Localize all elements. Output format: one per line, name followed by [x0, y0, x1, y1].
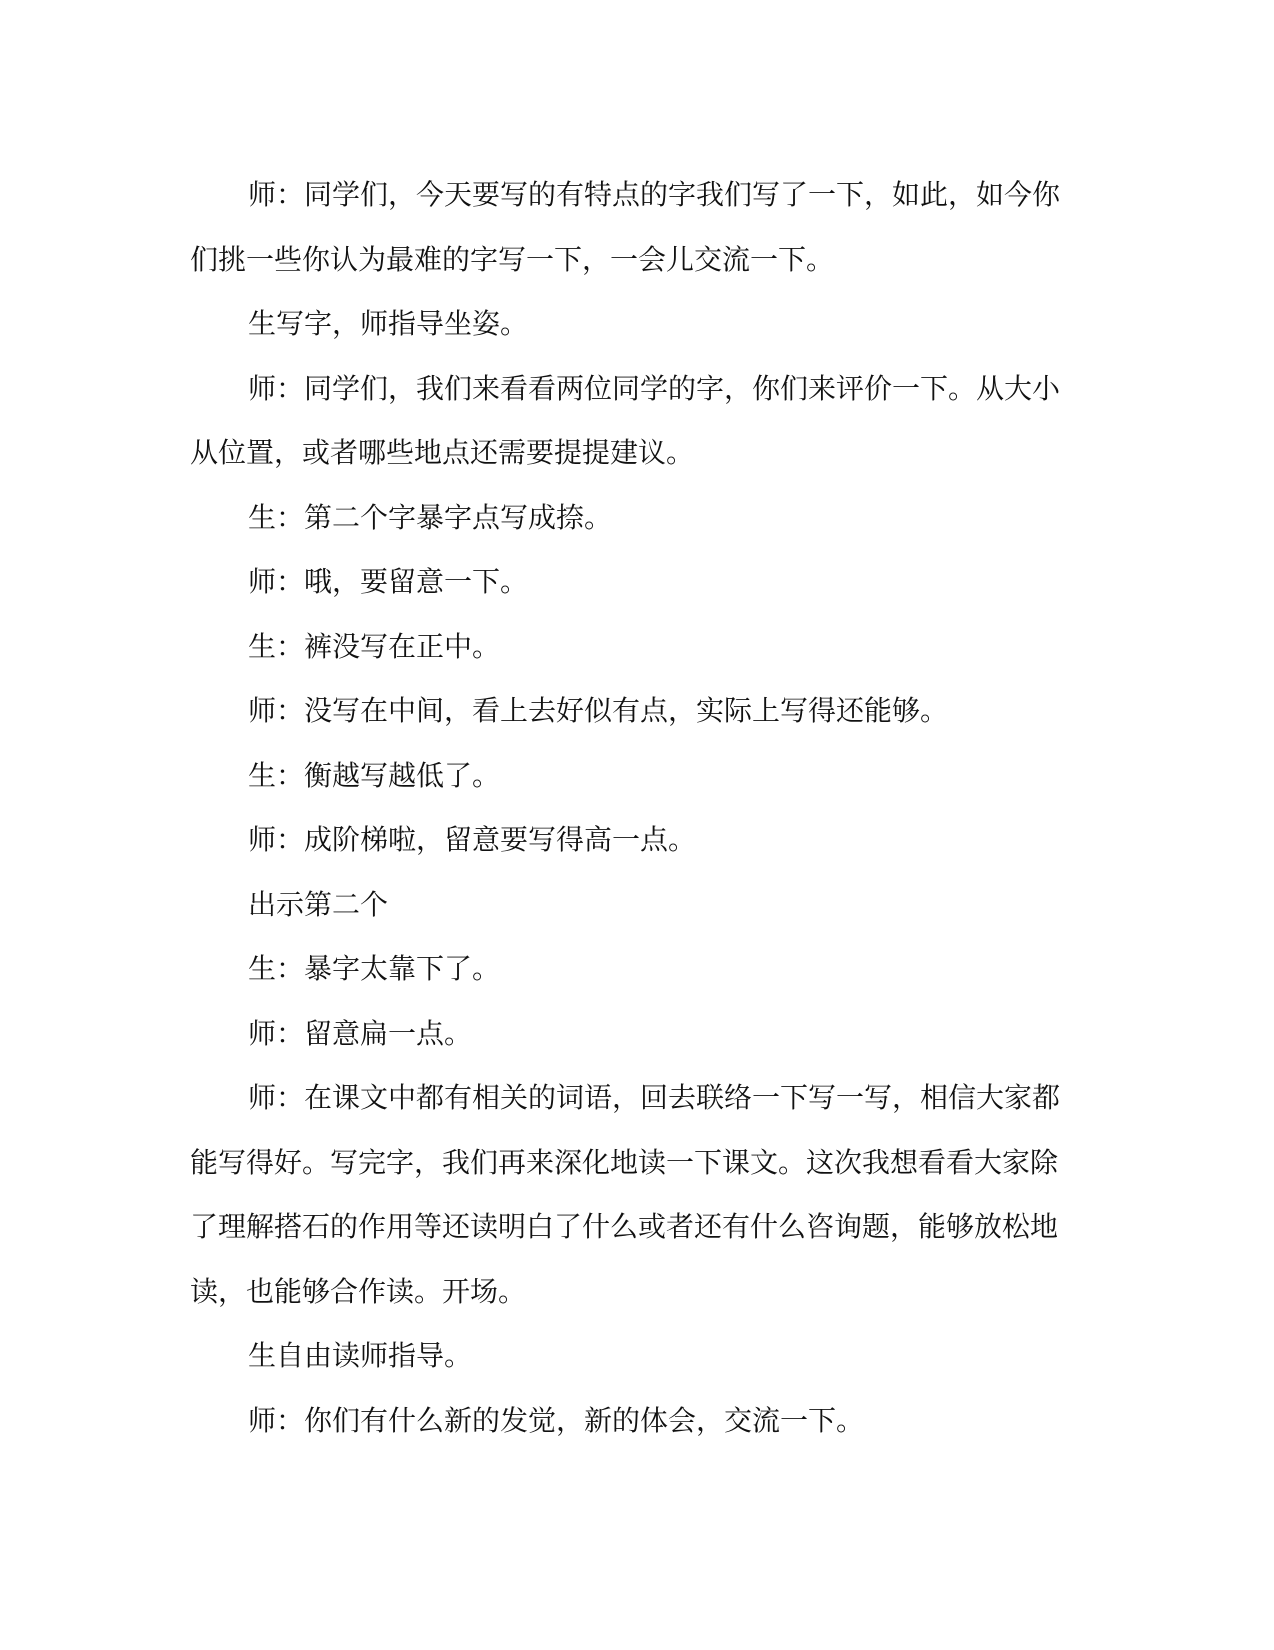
paragraph-5: 师：哦，要留意一下。 [248, 565, 529, 598]
paragraph-11: 生：暴字太靠下了。 [248, 952, 501, 985]
paragraph-6: 生：裤没写在正中。 [248, 629, 501, 663]
paragraph-7: 师：没写在中间，看上去好似有点，实际上写得还能够。 [248, 694, 949, 727]
paragraph-9: 师：成阶梯啦，留意要写得高一点。 [248, 823, 697, 856]
paragraph-12: 师：留意扁一点。 [248, 1016, 473, 1050]
paragraph-4: 生：第二个字暴字点写成捺。 [248, 500, 613, 534]
document-body [190, 163, 1070, 1453]
paragraph-15: 师：你们有什么新的发觉，新的体会，交流一下。 [248, 1403, 865, 1437]
paragraph-8: 生：衡越写越低了。 [248, 758, 501, 792]
paragraph-2: 生写字，师指导坐姿。 [248, 307, 529, 340]
paragraph-14: 生自由读师指导。 [248, 1339, 473, 1372]
paragraph-10: 出示第二个 [248, 887, 389, 921]
paragraph-1: 师：同学们，今天要写的有特点的字我们写了一下，如此，如今你们挑一些你认为最难的字写一下，一会儿交流一下。 [190, 178, 1061, 276]
paragraph-13: 师：在课文中都有相关的词语，回去联络一下写一写，相信大家都能写得好。写完字，我们再来深化地读一下课文。这次我想看看大家除了理解搭石的作用等还读明白了什么或者还有什么咨询题，能够放松地读，也能够合作读。开场。 [190, 1081, 1061, 1308]
paragraph-3: 师：同学们，我们来看看两位同学的字，你们来评价一下。从大小从位置，或者哪些地点还需要提提建议。 [190, 371, 1061, 469]
